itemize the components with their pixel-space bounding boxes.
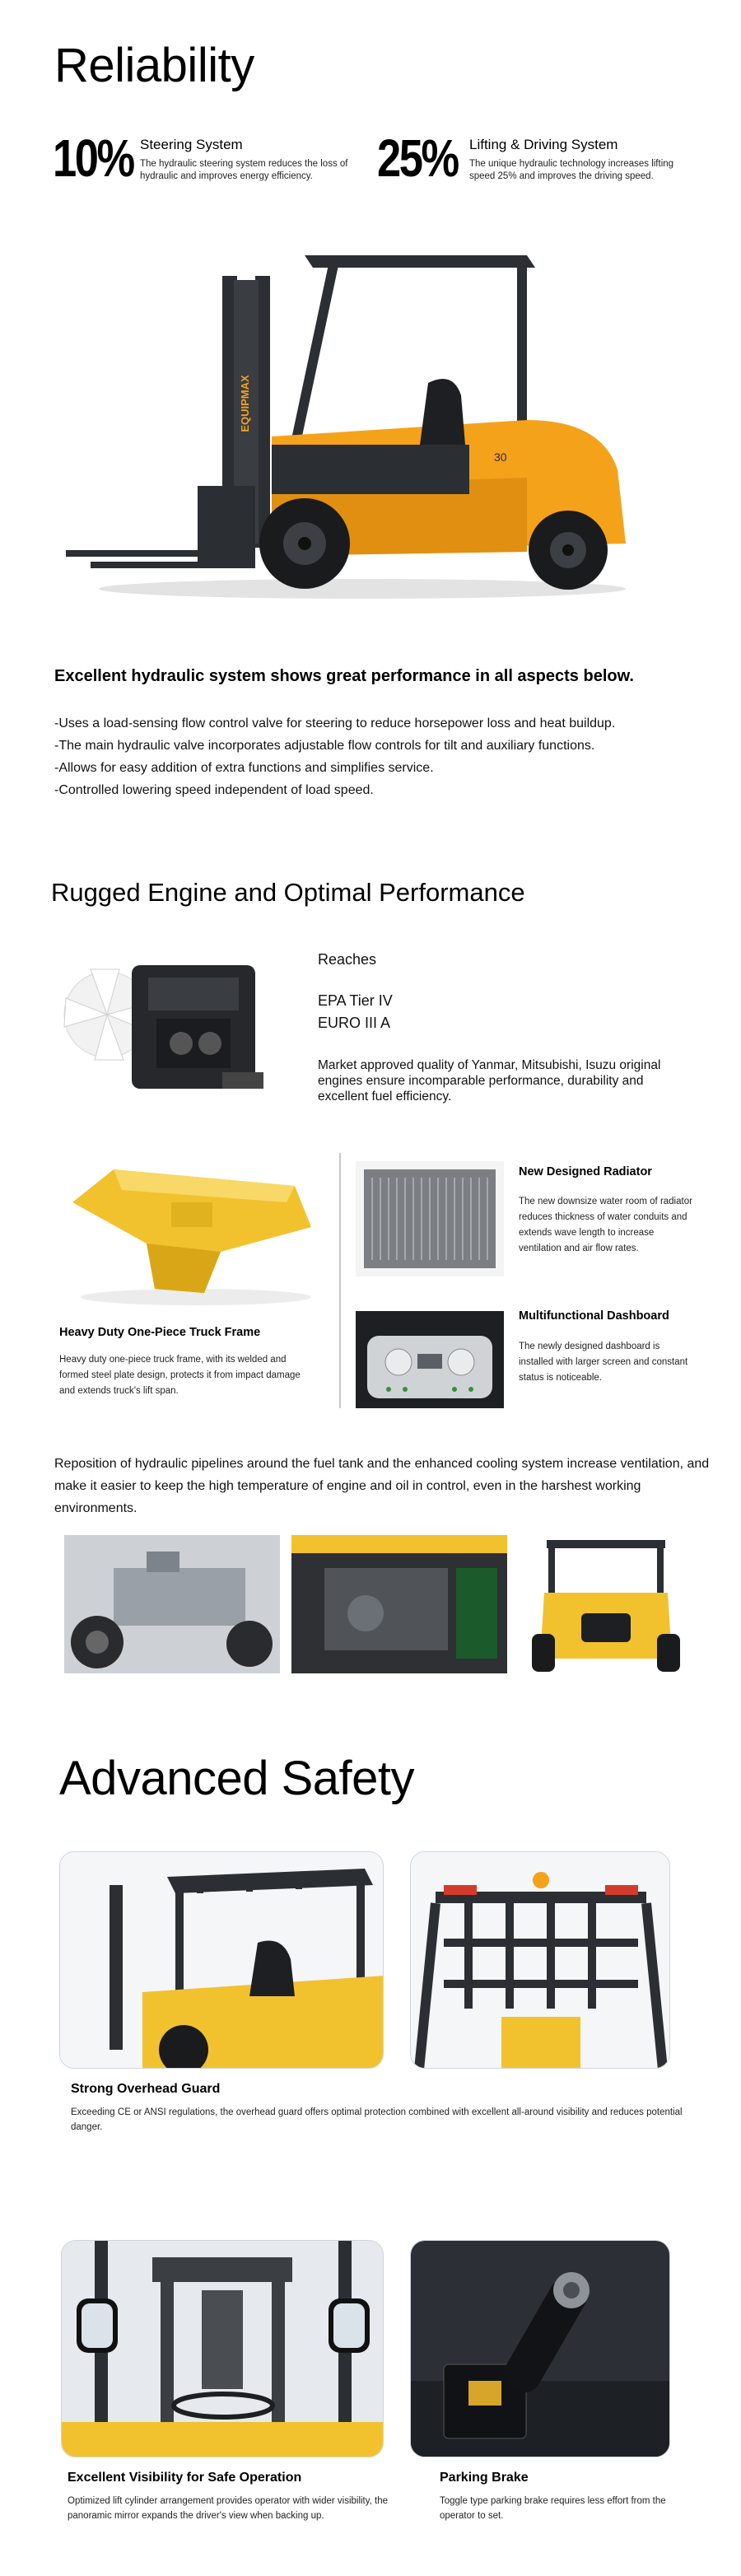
overhead-guard-photo [59,1851,384,2069]
dashboard-title: Multifunctional Dashboard [519,1309,669,1323]
guard-title: Strong Overhead Guard [71,2082,221,2096]
hydraulic-point: -The main hydraulic valve incorporates adjustable flow controls for tilt and auxiliary functions. [54,739,595,753]
hydraulic-point: -Allows for easy addition of extra functions and simplifies service. [54,761,434,775]
chassis-photo [64,1535,280,1673]
guard-desc: Exceeding CE or ANSI regulations, the overhead guard offers optimal protection combined with excellent all-around visibility and reduces potential danger. [71,2107,683,2132]
engine-tier-1: EPA Tier IV [318,992,393,1009]
visibility-photo [61,2240,384,2457]
visibility-desc: Optimized lift cylinder arrangement provides operator with wider visibility, the panoramic mirror expands the driver's view when backing up. [68,2496,389,2521]
hydraulic-headline: Excellent hydraulic system shows great performance in all aspects below. [54,667,634,685]
hydraulic-point: -Controlled lowering speed independent of load speed. [54,783,374,797]
stat-steering-title: Steering System [140,137,243,152]
reliability-title: Reliability [54,39,254,92]
engine-desc: Market approved quality of Yanmar, Mitsubishi, Isuzu original engines ensure incomparable performance, durability and excellent fuel efficiency. [318,1058,661,1104]
brake-desc: Toggle type parking brake requires less effort from the operator to set. [440,2496,666,2521]
stat-steering-desc: The hydraulic steering system reduces the loss of hydraulic and improves energy efficiency. [140,159,348,181]
brake-title: Parking Brake [440,2471,529,2485]
safety-title: Advanced Safety [59,1752,415,1805]
engine-reaches: Reaches [318,951,377,968]
hydraulic-points [54,712,713,801]
engine-bay-photo [291,1535,507,1673]
stat-lifting-desc: The unique hydraulic technology increases lifting speed 25% and improves the driving speed. [469,159,674,181]
rear-view-photo [524,1535,688,1673]
stat-lifting-value: 25% [377,128,458,188]
forklift-model: 30 [494,450,507,464]
frame-desc: Heavy duty one-piece truck frame, with its welded and formed steel plate design, protects it from impact damage and extends truck's lift span. [59,1355,301,1396]
vertical-divider [339,1153,341,1408]
radiator-desc: The new downsize water room of radiator reduces thickness of water conduits and extends wave length to increase ventilation and air flow rates. [519,1197,692,1253]
stat-steering-value: 10% [53,128,133,188]
cooling-desc: Reposition of hydraulic pipelines around the fuel tank and the enhanced cooling system increase ventilation, and make it easier to keep the high temperature of engine and oil in control, even in the harshest working environments. [54,1457,710,1515]
radiator-title: New Designed Radiator [519,1165,652,1178]
frame-title: Heavy Duty One-Piece Truck Frame [59,1326,261,1339]
overhead-guard-top-photo [410,1851,670,2069]
dashboard-image [356,1311,504,1408]
forklift-hero-image [66,239,634,601]
engine-image [58,932,280,1130]
visibility-title: Excellent Visibility for Safe Operation [68,2471,302,2485]
parking-brake-photo [410,2240,670,2457]
radiator-image [356,1161,504,1276]
engine-title: Rugged Engine and Optimal Performance [51,878,525,907]
truck-frame-image [56,1153,328,1309]
hydraulic-point: -Uses a load-sensing flow control valve for steering to reduce horsepower loss and heat buildup. [54,716,616,730]
forklift-brand: EQUIPMAX [239,375,251,432]
stat-lifting-title: Lifting & Driving System [469,137,618,152]
dashboard-desc: The newly designed dashboard is installed with larger screen and constant status is noticeable. [519,1342,688,1383]
engine-tier-2: EURO III A [318,1015,391,1031]
